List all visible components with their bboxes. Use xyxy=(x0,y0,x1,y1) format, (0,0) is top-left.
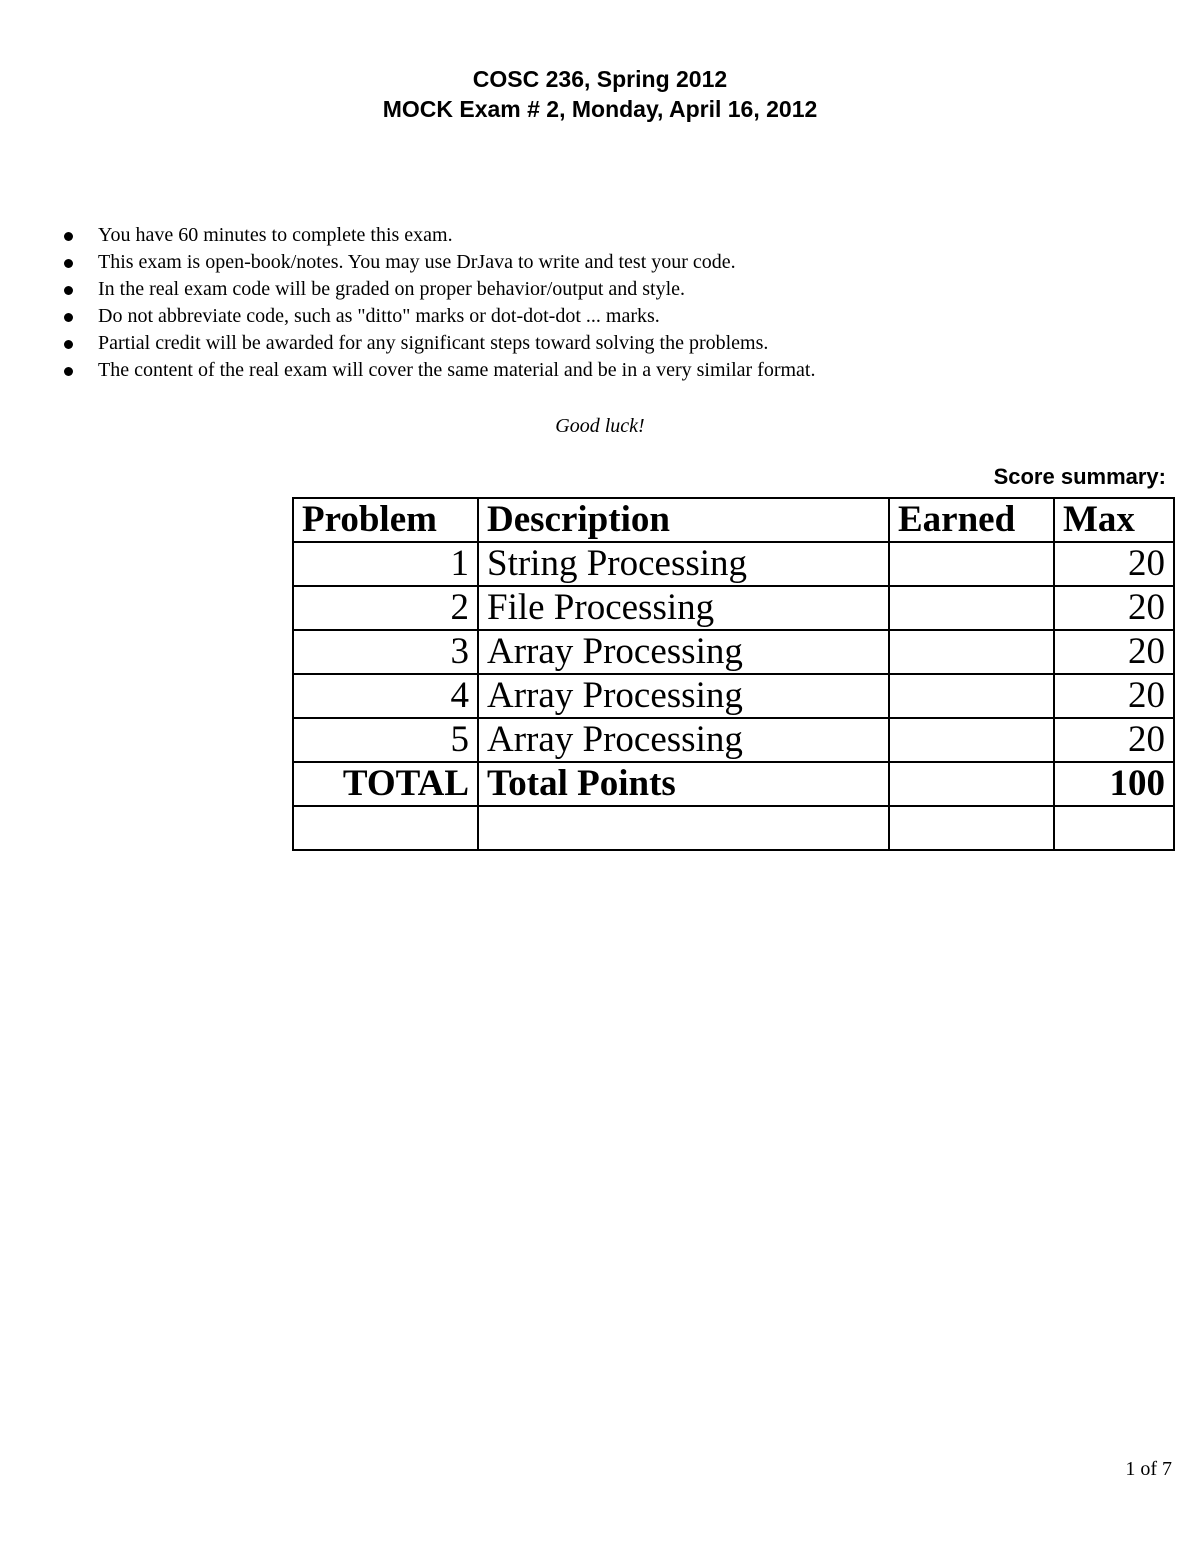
score-summary-label: Score summary: xyxy=(993,464,1166,489)
instruction-item xyxy=(62,249,816,276)
table-row xyxy=(293,542,1174,586)
problem-description: Array Processing xyxy=(478,674,889,718)
bullet-icon xyxy=(64,259,73,268)
instruction-item xyxy=(62,303,816,330)
total-max-points: 100 xyxy=(1054,762,1174,806)
header-problem: Problem xyxy=(293,498,478,542)
bullet-icon xyxy=(64,367,73,376)
total-earned-cell[interactable] xyxy=(889,762,1054,806)
earned-cell[interactable] xyxy=(889,630,1054,674)
instruction-item xyxy=(62,276,816,303)
earned-cell[interactable] xyxy=(889,586,1054,630)
table-row xyxy=(293,630,1174,674)
bullet-icon xyxy=(64,340,73,349)
instruction-item xyxy=(62,222,816,249)
problem-number: 1 xyxy=(293,542,478,586)
instruction-text: In the real exam code will be graded on proper behavior/output and style. xyxy=(98,278,686,300)
instruction-text: You have 60 minutes to complete this exam. xyxy=(98,224,453,246)
total-label: TOTAL xyxy=(293,762,478,806)
table-row xyxy=(293,718,1174,762)
good-luck-text: Good luck! xyxy=(555,415,645,437)
max-points: 20 xyxy=(1054,542,1174,586)
blank-cell xyxy=(478,806,889,850)
header-description: Description xyxy=(478,498,889,542)
course-title: COSC 236, Spring 2012 xyxy=(472,66,728,92)
problem-description: String Processing xyxy=(478,542,889,586)
total-description: Total Points xyxy=(478,762,889,806)
instruction-text: The content of the real exam will cover the same material and be in a very similar format. xyxy=(98,359,816,381)
instruction-text: Partial credit will be awarded for any significant steps toward solving the problems. xyxy=(98,332,769,354)
bullet-icon xyxy=(64,286,73,295)
earned-cell[interactable] xyxy=(889,542,1054,586)
problem-number: 3 xyxy=(293,630,478,674)
header-max: Max xyxy=(1054,498,1174,542)
table-blank-row xyxy=(293,806,1174,850)
header-earned: Earned xyxy=(889,498,1054,542)
problem-description: Array Processing xyxy=(478,630,889,674)
problem-description: File Processing xyxy=(478,586,889,630)
blank-cell xyxy=(1054,806,1174,850)
problem-description: Array Processing xyxy=(478,718,889,762)
table-row xyxy=(293,586,1174,630)
instruction-text: This exam is open-book/notes. You may use DrJava to write and test your code. xyxy=(98,251,736,273)
instruction-text: Do not abbreviate code, such as "ditto" marks or dot-dot-dot ... marks. xyxy=(98,305,660,327)
max-points: 20 xyxy=(1054,674,1174,718)
table-row xyxy=(293,674,1174,718)
max-points: 20 xyxy=(1054,718,1174,762)
blank-cell xyxy=(889,806,1054,850)
exam-title: MOCK Exam # 2, Monday, April 16, 2012 xyxy=(382,96,818,122)
table-total-row xyxy=(293,762,1174,806)
score-table xyxy=(292,497,1175,851)
max-points: 20 xyxy=(1054,586,1174,630)
instruction-item xyxy=(62,357,816,384)
table-header-row xyxy=(293,498,1174,542)
problem-number: 2 xyxy=(293,586,478,630)
problem-number: 4 xyxy=(293,674,478,718)
earned-cell[interactable] xyxy=(889,674,1054,718)
max-points: 20 xyxy=(1054,630,1174,674)
bullet-icon xyxy=(64,232,73,241)
bullet-icon xyxy=(64,313,73,322)
earned-cell[interactable] xyxy=(889,718,1054,762)
instruction-list xyxy=(62,222,816,384)
page-number: 1 of 7 xyxy=(1125,1458,1172,1480)
instruction-item xyxy=(62,330,816,357)
problem-number: 5 xyxy=(293,718,478,762)
blank-cell xyxy=(293,806,478,850)
